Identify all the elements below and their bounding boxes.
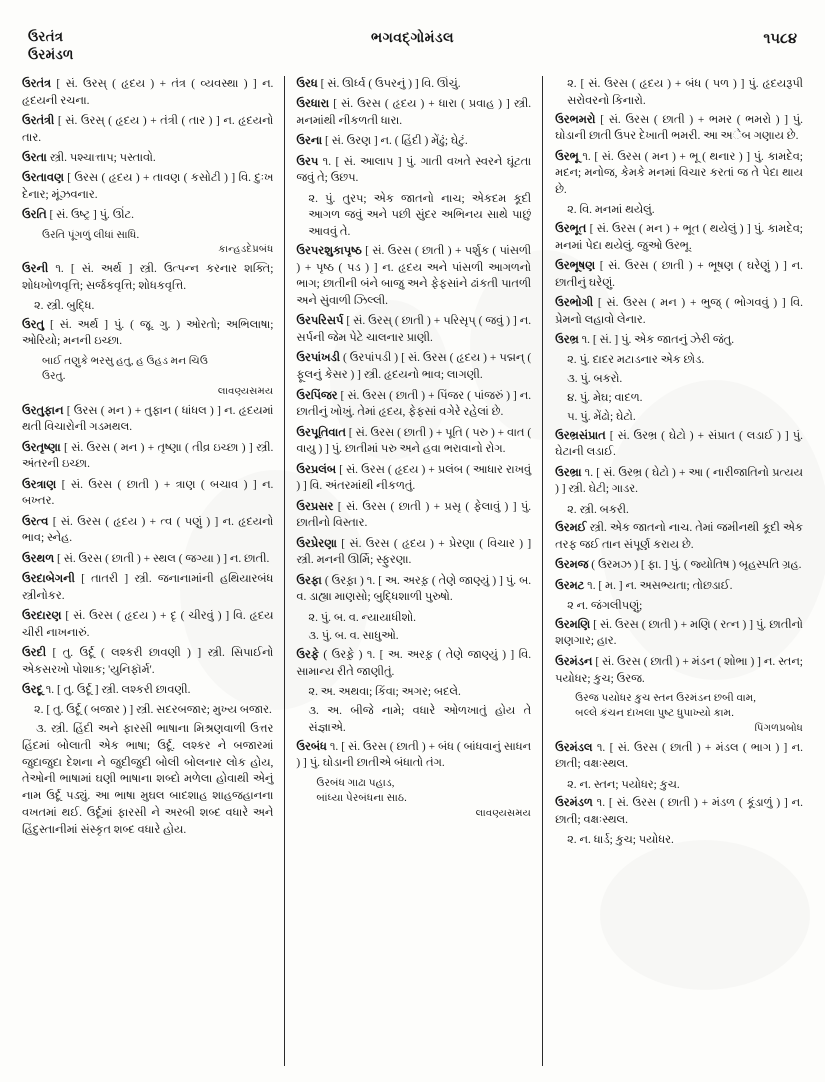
entry-headword: ઉરભ્રસંપ્રાત xyxy=(555,429,606,442)
dictionary-entry: ઉરપરિસર્પ [ સં. ઉરસ્ ( છાતી ) + પરિસૃપ્ ( જવું ) ] ન. સર્પની જેમ પેટે ચાલનાર પ્રાણી. xyxy=(296,315,532,345)
entry-sense: ૨. [ સં. ઉરસ ( હૃદય ) + બંધ ( પળ ) ] પું. હૃદયરૂપી સરોવરનો કિનારો. xyxy=(567,78,803,107)
verse-quotation xyxy=(22,354,273,400)
entry-headword: ઉરભૂત xyxy=(555,223,587,236)
dictionary-entry: ઉરભૂષણ [ સં. ઉરસ ( છાતી ) + ભૂષણ ( ઘરેણું ) ] ન. છાતીનું ઘરેણું. xyxy=(555,260,803,289)
entry-headword: ઉરતંત્ર xyxy=(22,78,52,90)
dictionary-entry: ઉરબંધ ૧. [ સં. ઉરસ ( છાતી ) + બંધ ( બાંધવાનું સાધન ) ] પું. ઘોડાની છાતીએ બંધાતો તંગ. xyxy=(296,740,532,770)
dictionary-entry: ઉરભમરો [ સં. ઉરસ ( છાતી ) + ભમર ( ભમરો ) ] પું. ઘોડાની છાતી ઉપર દેખાતી ભમરી. આ અેબ ગણાય છે. xyxy=(555,113,803,143)
entry-headword: ઉરદારણ xyxy=(22,609,62,622)
quotation-line: ઉરતુ. xyxy=(42,370,66,383)
quotation-line: બલ્લે કંચન દાખલા પુષ્ટ ધુપાખ્યો કામ. xyxy=(575,707,734,720)
dictionary-entry: ઉરભ્ર ૧. [ સં. ] પું. એક જાતનું ઝેરી જંતુ. xyxy=(555,334,735,347)
dictionary-entry: ઉરતિ [ સં. ઉષ્ટ્ર ] પું. ઊંટ. xyxy=(22,209,134,222)
entry-sense: ૨. પું. તુરપ; એક જાતનો નાચ; એકદમ કૂદી આગળ જવું અને પછી સુંદર અભિનય સાથે પાછું આવવું તે. xyxy=(308,192,532,239)
entry-headword: ઉરભ્ર xyxy=(555,334,579,347)
book-title: ભગવદ્ગોમંડલ xyxy=(370,31,455,46)
page-number: ૧૫૮૪ xyxy=(763,31,797,47)
dictionary-entry: ઉરતુ [ સં. અર્થ ] પું. ( જૂ. ગુ. ) ઓરતો; અભિલાષા; ઓરિયો; મનની ઇચ્છા. xyxy=(22,318,274,348)
column-3 xyxy=(542,76,803,1066)
entry-headword: ઉરતાવણ xyxy=(22,172,64,185)
dictionary-entry: ઉરભ્રસંપ્રાત [ સં. ઉરભ્ર ( ઘેટો ) + સંપ્રાત ( લડાઈ ) ] પું. ઘેટાની લડાઈ. xyxy=(555,429,803,459)
dictionary-entry: ઉરપરશુકાપૃષ્ઠ [ સં. ઉરસ ( છાતી ) + પર્શુક ( પાંસળી ) + પૃષ્ઠ ( પડ ) ] ન. હૃદય અને પાંસળી આગળનો ભાગ; છાતીની બંને બાજુ અને ફેફસાંને ઢાંકતી પાતળી અને સુંવાળી ઝિલ્લી. xyxy=(296,244,532,308)
entry-headword: ઉરથળ xyxy=(22,552,55,565)
dictionary-entry: ઉરભ્રા ૧. [ સં. ઉરભ્ર ( ઘેટો ) + આ ( નારીજાતિનો પ્રત્યય ) ] સ્ત્રી. ઘેટી; ગાડર. xyxy=(555,466,803,496)
entry-headword: ઉરભૂષણ xyxy=(555,260,596,273)
entry-headword: ઉરધારા xyxy=(296,98,330,111)
dictionary-entry: ઉરપિંજર [ સં. ઉરસ ( છાતી ) + પિંજર ( પાંજરું ) ] ન. છાતીનું ખોખું. તેમાં હૃદય, ફેફસાં વગેરે રહેલાં છે. xyxy=(296,389,532,419)
quotation-source: લાવણ્યસમય xyxy=(475,807,532,819)
dictionary-entry: ઉરપ્રેરણા [ સં. ઉરસ ( હૃદય ) + પ્રેરણા ( વિચાર ) ] સ્ત્રી. મનની ઊર્મિ; સ્ફુરણા. xyxy=(296,537,532,567)
quotation-line: બાંધ્યા પેરબંધના સાઠ. xyxy=(316,792,407,805)
entry-sense: ૪. પું. મેઘ; વાદળ. xyxy=(567,392,643,405)
column-container xyxy=(22,76,803,1066)
entry-headword: ઉરત્વ xyxy=(22,515,49,528)
quotation-source: લાવણ્યસમય xyxy=(217,385,274,397)
dictionary-entry: ઉરમંડલ ૧. [ સં. ઉરસ ( છાતી ) + મંડલ ( ભાગ ) ] ન. છાતી; વક્ષઃસ્થલ. xyxy=(555,741,803,771)
dictionary-entry: ઉરફે ( ઉરફ઼ે ) ૧. [ અ. અરફ઼ ( તેણે જાણ્યું ) ] વિ. સામાન્ય રીતે જાણીતું. xyxy=(296,649,532,678)
entry-headword: ઉરત્રાણ xyxy=(22,478,57,491)
entry-headword: ઉરપ્રલંબ xyxy=(296,463,337,476)
entry-sense: ૩. પું. બ. વ. સાધુઓ. xyxy=(308,630,399,643)
entry-sense: ૨. [ તુ. ઉર્દૂ ( બજાર ) ] સ્ત્રી. સદરબજાર; મુખ્ય બજાર. xyxy=(34,704,272,717)
entry-headword: ઉરની xyxy=(22,262,49,275)
dictionary-entry: ઉરભૂ ૧. [ સં. ઉરસ ( મન ) + ભૂ ( થનાર ) ] પું. કામદેવ; મદન; મનોજ, કેમકે મનમાં વિચાર કરતાં જ તે પેદા થાય છે. xyxy=(555,150,803,197)
dictionary-entry: ઉરપાંખડી ( ઉરપાંપડી ) [ સં. ઉરસ ( હૃદય ) + પદ્મન્ ( ફૂલનું કેસર ) ] સ્ત્રી. હૃદયનો ભાવ; લાગણી. xyxy=(296,352,532,382)
entry-sense: ૨. પું. બ. વ. ન્યાયાધીશો. xyxy=(308,611,417,624)
quotation-line: ઉરજ પયોધર કુચ સ્તન ઉરમંડન છબી વામ, xyxy=(575,691,756,704)
entry-sense: ૨. અ. અથવા; કિંવા; અગર; બદલે. xyxy=(308,686,461,699)
dictionary-entry: ઉરતંત્ર [ સં. ઉરસ્ ( હૃદય ) + તંત્ર ( વ્યવસ્થા ) ] ન. હૃદયની રચના. xyxy=(22,78,274,107)
dictionary-entry: ઉરધારા [ સં. ઉરસ ( હૃદય ) + ધારા ( પ્રવાહ ) ] સ્ત્રી. મનમાંથી નીકળતી ધારા. xyxy=(296,98,532,128)
entry-headword: ઉરમંડળ xyxy=(555,797,593,810)
entry-headword: ઉરપાંખડી xyxy=(296,352,340,365)
entry-headword: ઉરપ xyxy=(296,155,319,168)
dictionary-entry: ઉરતા સ્ત્રી. પશ્ચાત્તાપ; પસ્તાવો. xyxy=(22,152,156,165)
quotation-line: ઉરતિ પૂંગળું લીધાં સાધિ. xyxy=(42,228,140,241)
entry-headword: ઉરપ્રસર xyxy=(296,500,334,513)
dictionary-entry: ઉરમંડળ ૧. [ સં. ઉરસ ( છાતી ) + મંડળ ( કૂંડાળું ) ] ન. છાતી; વક્ષઃસ્થલ. xyxy=(555,797,803,827)
verse-quotation xyxy=(296,776,531,822)
dictionary-entry: ઉરત્રાણ [ સં. ઉરસ ( છાતી ) + ત્રાણ ( બચાવ ) ] ન. બખ્તર. xyxy=(22,478,274,508)
entry-headword: ઉરફે xyxy=(296,649,320,662)
entry-headword: ઉરમજ xyxy=(555,559,589,572)
dictionary-entry: ઉરની ૧. [ સં. અર્થ ] સ્ત્રી. ઉત્પન્ન કરનાર શક્તિ; શોધખોળવૃત્તિ; સર્જકવૃત્તિ; શોધકવૃત્તિ. xyxy=(22,262,274,292)
entry-headword: ઉરફા xyxy=(296,574,322,587)
dictionary-entry: ઉરના [ સં. ઉરણ ] ન. ( હિંદી ) મેંઢું; ઘેટું. xyxy=(296,135,468,148)
dictionary-entry: ઉરમજ ( ઉરમઝ ) [ ફા. ] પું. ( જ્યોતિષ ) બૃહસ્પતિ ગ્રહ. xyxy=(555,559,802,572)
entry-headword: ઉરદાબેગની xyxy=(22,572,75,585)
dictionary-entry: ઉરતાવણ [ ઉરસ ( હૃદય ) + તાવણ ( કસોટી ) ] વિ. દુઃખ દેનાર; મૂંઝવનાર. xyxy=(22,172,274,202)
entry-headword: ઉરપરશુકાપૃષ્ઠ xyxy=(296,244,362,257)
entry-headword: ઉરતુફાન xyxy=(22,404,64,417)
dictionary-entry: ઉરદી [ તુ. ઉર્દૂ ( લશ્કરી છાવણી ) ] સ્ત્રી. સિપાઈનો એકસરખો પોશાક; 'યુનિફૉર્મ'. xyxy=(22,647,274,676)
entry-headword: ઉરમંડલ xyxy=(555,741,593,754)
quotation-line: બાઈ તણુકે ભરસુ હતુ, હ ઉહડ મન ચિઉ xyxy=(42,354,208,367)
entry-sense: ૫. પું. મેંઢો; ઘેટો. xyxy=(567,410,636,423)
running-head-first-entry: ઉરતંત્ર xyxy=(28,29,64,44)
entry-headword: ઉરતા xyxy=(22,152,47,165)
entry-sense: ૨. સ્ત્રી. બકરી. xyxy=(567,503,629,516)
dictionary-entry: ઉરદાબેગની [ તાતરી ] સ્ત્રી. જનાનામાંની હથિયારબંધ સ્ત્રીનોકર. xyxy=(22,572,274,602)
dictionary-entry: ઉરમણિ [ સં. ઉરસ ( છાતી ) + મણિ ( રત્ન ) ] પું. છાતીનો શણગાર; હાર. xyxy=(555,618,803,648)
dictionary-entry: ઉરફા ( ઉરફ઼ા ) ૧. [ અ. અરફ઼ ( તેણે જાણ્યું ) ] પું. બ. વ. ડાહ્યા માણસો; બુદ્ધિશાળી પુરુષો. xyxy=(296,574,532,604)
entry-sense: ૩. અ. બીજે નામે; વધારે ઓળખાતું હોય તે સંજ્ઞાએ. xyxy=(308,705,532,734)
dictionary-entry: ઉરમંડન [ સં. ઉરસ ( છાતી ) + મંડન ( શોભા ) ] ન. સ્તન; પયોધર; કુચ; ઉરજ. xyxy=(555,655,803,685)
entry-headword: ઉરભૂ xyxy=(555,150,579,163)
entry-sense: ૨. ન. ધાર્ડ; કુચ; પયોધર. xyxy=(567,834,674,847)
entry-sense: ૩. પું. બકરો. xyxy=(567,373,623,386)
column-2 xyxy=(284,76,542,1066)
dictionary-entry: ઉરથળ [ સં. ઉરસ ( છાતી ) + સ્થલ ( જગ્યા ) ] ન. છાતી. xyxy=(22,552,270,565)
entry-headword: ઉરમંડન xyxy=(555,655,593,668)
entry-headword: ઉરધ xyxy=(296,78,318,90)
entry-headword: ઉરતુ xyxy=(22,318,45,331)
dictionary-entry: ઉરદૂ ૧. [ તુ. ઉર્દૂ ] સ્ત્રી. લશ્કરી છાવણી. xyxy=(22,684,191,697)
entry-headword: ઉરતિ xyxy=(22,209,47,222)
dictionary-entry: ઉરભૂત [ સં. ઉરસ ( મન ) + ભૂત ( થયેલું ) ] પું. કામદેવ; મનમાં પેદા થયેલું. જુઓ ઉરભૂ. xyxy=(555,223,803,252)
entry-headword: ઉરમટ xyxy=(555,579,585,592)
dictionary-entry: ઉરપૂતિવાત [ સં. ઉરસ ( છાતી ) + પૂતિ ( પરુ ) + વાત ( વાયુ ) ] પું. છાતીમાં પરુ અને હવા ભરાવાનો રોગ. xyxy=(296,426,532,456)
entry-sense: ૨. સ્ત્રી. બુદ્ધિ. xyxy=(34,299,95,312)
dictionary-entry: ઉરત્વ [ સં. ઉરસ ( હૃદય ) + ત્વ ( પણું ) ] ન. હૃદયનો ભાવ; સ્નેહ. xyxy=(22,515,274,545)
dictionary-entry: ઉરભોગી [ સં. ઉરસ ( મન ) + ભુજ્ ( ભોગવવું ) ] વિ. પ્રેમનો લહાવો લેનાર. xyxy=(555,297,803,326)
quotation-line: ઉરબંધ ગાઢા પહાડ, xyxy=(316,776,395,789)
entry-headword: ઉરદી xyxy=(22,647,47,660)
quotation-source: પિંગળપ્રબોધ xyxy=(754,722,803,734)
dictionary-entry: ઉરદારણ [ સં. ઉરસ ( હૃદય ) + દૃ ( ચીરવું ) ] વિ. હૃદય ચીરી નાખનારું. xyxy=(22,609,274,639)
entry-headword: ઉરપિંજર xyxy=(296,389,338,402)
entry-headword: ઉરદૂ xyxy=(22,684,43,697)
entry-headword: ઉરતંત્રી xyxy=(22,115,55,128)
dictionary-entry: ઉરધ [ સં. ઊર્ધ્વ ( ઉપરનું ) ] વિ. ઊંચું. xyxy=(296,78,461,90)
dictionary-entry: ઉરપ ૧. [ સં. આલાપ ] પું. ગાતી વખતે સ્વરને ઘૂંટતા જવું તે; ઉછપ. xyxy=(296,155,532,185)
quotation-source: કાન્હડદેપ્રબંધ xyxy=(218,244,274,256)
entry-headword: ઉરતૃષ્ણા xyxy=(22,441,61,454)
entry-sense: ૨ ન. જંગલીપણું; xyxy=(567,599,643,612)
entry-headword: ઉરમઈ xyxy=(555,522,587,535)
entry-sense: ૨. ન. સ્તન; પયોધર; કુચ. xyxy=(567,778,680,791)
entry-headword: ઉરપૂતિવાત xyxy=(296,426,346,439)
dictionary-entry: ઉરમટ ૧. [ મ. ] ન. અસભ્યતા; તોછડાઈ. xyxy=(555,579,733,592)
dictionary-entry: ઉરમઈ સ્ત્રી. એક જાતનો નાચ. તેમાં જમીનથી કૂદી એક તરફ જઈ તાન સંપૂર્ણ કરાય છે. xyxy=(555,522,803,552)
entry-headword: ઉરમણિ xyxy=(555,618,591,631)
entry-sense: ૩. સ્ત્રી. હિંદી અને ફારસી ભાષાના મિશ્રણવાળી ઉત્તર હિંદમાં બોલાતી એક ભાષા; ઉર્દૂ. લશ્કર ને બજારમાં જુદાજુદા દેશના ને જુદીજુદી બોલી બોલનાર લોક હોય, તેઓની ભાષામાં ઘણી ભાષાના શબ્દો મળેલા હોવાથી એનું નામ ઉર્દૂ પડ્યું. આ ભાષા મુઘલ બાદશાહ શાહજહાનના વખતમાં થઈ. ઉર્દૂમાં ફારસી ને અરબી શબ્દ વધારે અને હિંદુસ્તાનીમાં સંસ્કૃત શબ્દ વધારે હોય. xyxy=(22,723,274,836)
dictionary-entry: ઉરપ્રલંબ [ સં. ઉરસ ( હૃદય ) + પ્રલંબ ( આધાર રાખવું ) ] વિ. અંતરમાંથી નીકળતું. xyxy=(296,463,532,493)
dictionary-entry: ઉરતંત્રી [ સં. ઉરસ્ ( હૃદય ) + તંત્રી ( તાર ) ] ન. હૃદયનો તાર. xyxy=(22,115,274,144)
entry-headword: ઉરબંધ xyxy=(296,740,327,753)
column-1 xyxy=(22,76,284,1066)
entry-headword: ઉરપ્રેરણા xyxy=(296,537,337,550)
page-header xyxy=(28,28,797,74)
entry-sense: ૨. પું. દાદર મટાડનાર એક છોડ. xyxy=(567,354,705,367)
entry-headword: ઉરભ્રા xyxy=(555,466,582,479)
dictionary-entry: ઉરપ્રસર [ સં. ઉરસ ( છાતી ) + પ્રસૃ ( ફેલાવું ) ] પું. છાતીનો વિસ્તાર. xyxy=(296,500,532,530)
entry-sense: ૨. વિ. મનમાં થયેલું. xyxy=(567,204,655,217)
entry-headword: ઉરપરિસર્પ xyxy=(296,315,344,328)
entry-headword: ઉરભમરો xyxy=(555,113,596,126)
entry-headword: ઉરભોગી xyxy=(555,297,594,310)
dictionary-entry: ઉરતૃષ્ણા [ સં. ઉરસ ( મન ) + તૃષ્ણા ( તીવ્ર ઇચ્છા ) ] સ્ત્રી. અંતરની ઇચ્છા. xyxy=(22,441,274,471)
verse-quotation xyxy=(22,228,273,258)
entry-headword: ઉરના xyxy=(296,135,323,148)
dictionary-entry: ઉરતુફાન [ ઉરસ ( મન ) + તુફાન ( ધાંધલ ) ] ન. હૃદયમાં થતી વિચારોની ગડમથલ. xyxy=(22,404,274,434)
running-head-last-entry: ઉરમંડળ xyxy=(28,47,74,63)
verse-quotation xyxy=(555,691,803,737)
